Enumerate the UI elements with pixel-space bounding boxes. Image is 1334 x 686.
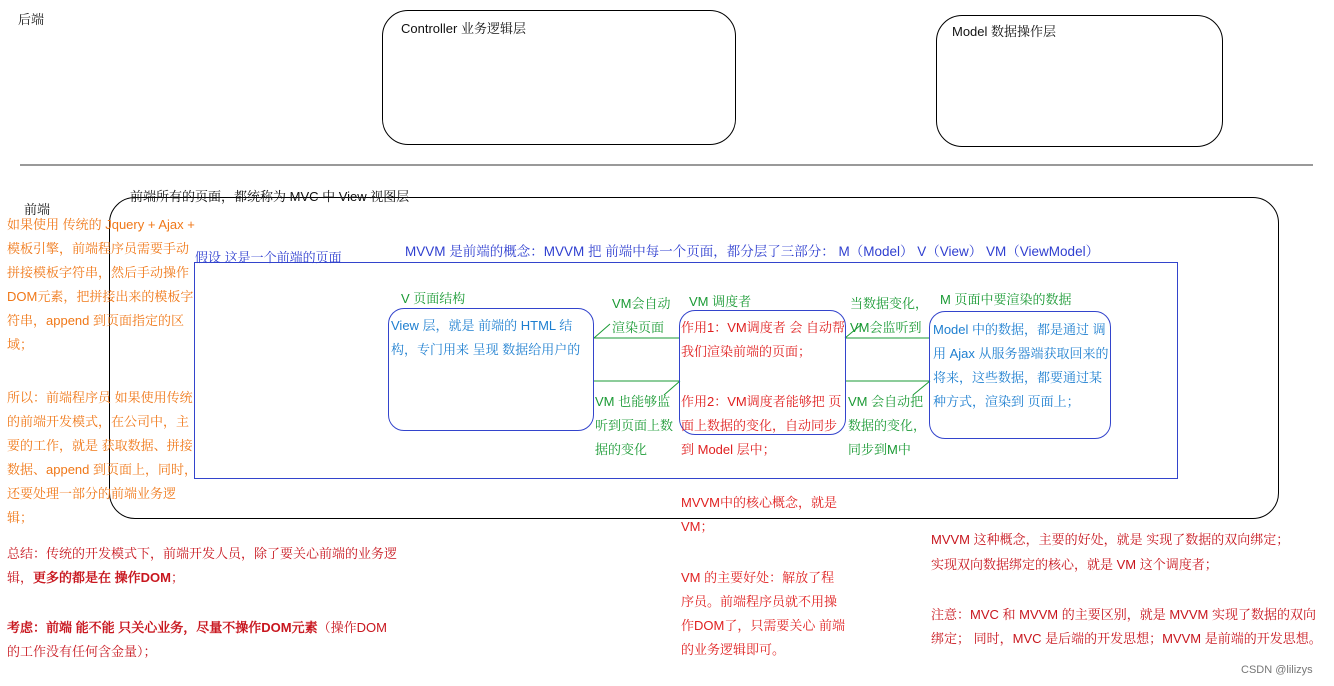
vm-role1: 作用1：VM调度者 会 自动帮我们渲染前端的页面； [681, 320, 845, 359]
v-text: View 层，就是 前端的 HTML 结构，专门用来 呈现 数据给用户的 [391, 318, 581, 357]
summary-line2-start: 辑， [7, 570, 34, 585]
mvvm-benefit-line2: 实现双向数据绑定的核心，就是 VM 这个调度者； [931, 557, 1218, 572]
vm-listen-label: VM 也能够监听到页面上数据的变化 [595, 394, 674, 457]
consider-question: 前端 能不能 只 [46, 620, 132, 635]
summary-line1: 总结：传统的开发模式下，前端开发人员，除了要关心前端的业务逻 [7, 546, 398, 561]
data-change-label: 当数据变化，VM会监听到 [850, 296, 929, 335]
consider-paren: （操作DOM [317, 620, 387, 635]
watermark: CSDN @lilizys [1241, 664, 1313, 676]
vm-sync-label: VM 会自动把数据的变化，同步到M中 [848, 394, 927, 457]
so-note: 所以：前端程序员 如果使用传统的前端开发模式，在公司中，主要的工作，就是 获取数据、拼接数据、append 到页面上，同时，还要处理一部分的前端业务逻辑； [7, 390, 197, 525]
v-label: V 页面结构 [401, 291, 466, 306]
m-label: M 页面中要渲染的数据 [940, 292, 1072, 307]
summary-line2-end: ； [170, 570, 184, 585]
page-title: 假设 这是一个前端的页面 [195, 250, 342, 265]
v-box [388, 308, 594, 431]
traditional-note: 如果使用 传统的 Jquery + Ajax + 模板引擎，前端程序员需要手动拼接模板字符串，然后手动操作DOM元素，把拼接出来的模板字符串，append 到页面指定的区域； [7, 217, 195, 352]
mvvm-title: MVVM 是前端的概念：MVVM 把 前端中每一个页面，都分层了三部分： M（Model） V（View） VM（ViewModel） [405, 244, 1100, 259]
vm-label: VM 调度者 [689, 294, 752, 309]
view-layer-title: 前端所有的页面，都统称为 MVC 中 View 视图层 [130, 189, 410, 204]
core-concept: MVVM中的核心概念，就是 VM； [681, 495, 838, 534]
controller-title: Controller 业务逻辑层 [401, 21, 526, 36]
consider-line2: 的工作没有任何含金量）； [7, 644, 157, 659]
backend-label: 后端 [18, 12, 45, 27]
consider-line1 [7, 616, 407, 640]
summary-line2 [7, 566, 407, 590]
mvc-mvvm-diff: 注意：MVC 和 MVVM 的主要区别，就是 MVVM 实现了数据的双向绑定； 同时，MVC 是后端的开发思想；MVVM 是前端的开发思想。 [931, 607, 1322, 646]
summary-line2-bold: 更多的都是在 操作DOM [33, 570, 171, 585]
core-benefit: VM 的主要好处：解放了程序员。前端程序员就不用操作DOM了，只需要关心 前端的业务逻辑即可。 [681, 570, 845, 657]
frontend-label: 前端 [24, 202, 51, 217]
consider-prefix: 考虑： [7, 620, 47, 635]
model-title: Model 数据操作层 [952, 24, 1057, 39]
vm-role2: 作用2：VM调度者能够把 页面上数据的变化，自动同步 到 Model 层中； [681, 394, 842, 457]
vm-render-label: VM会自动渲染页面 [612, 296, 671, 335]
m-box [929, 311, 1111, 439]
m-text: Model 中的数据，都是通过 调用 Ajax 从服务器端获取回来的将来，这些数据，都要通过某种方式，渲染到 页面上； [933, 322, 1109, 409]
consider-focus: 关心业务，尽量不操作DOM元素 [131, 620, 318, 635]
mvvm-benefit-line1: MVVM 这种概念，主要的好处，就是 实现了数据的双向绑定； [931, 532, 1290, 547]
